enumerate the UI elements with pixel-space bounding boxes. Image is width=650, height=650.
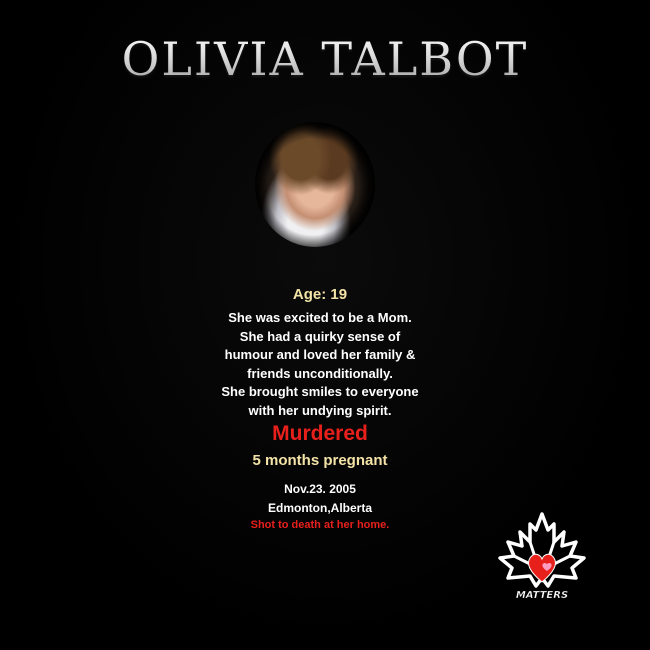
bio-line: She brought smiles to everyone <box>221 384 419 399</box>
heart-maple-leaf-logo-icon <box>492 512 592 602</box>
date-text: Nov.23. 2005 <box>284 482 356 496</box>
location-text: Edmonton,Alberta <box>268 501 372 515</box>
portrait-photo <box>255 122 375 247</box>
age-label: Age: 19 <box>292 286 348 303</box>
bio-line: friends unconditionally. <box>247 365 393 381</box>
bio-line: humour and loved her family & <box>224 347 416 362</box>
bio-line: She had a quirky sense of <box>239 328 401 344</box>
biography <box>200 309 440 420</box>
logo-text: MATTERS <box>515 590 569 601</box>
pregnancy-note: 5 months pregnant <box>252 452 388 469</box>
cause-text: Shot to death at her home. <box>250 519 390 531</box>
bio-line: with her undying spirit. <box>248 402 392 418</box>
bio-line: She was excited to be a Mom. <box>228 310 412 325</box>
status-heading: Murdered <box>272 422 368 445</box>
page-title: OLIVIA TALBOT <box>0 32 650 86</box>
